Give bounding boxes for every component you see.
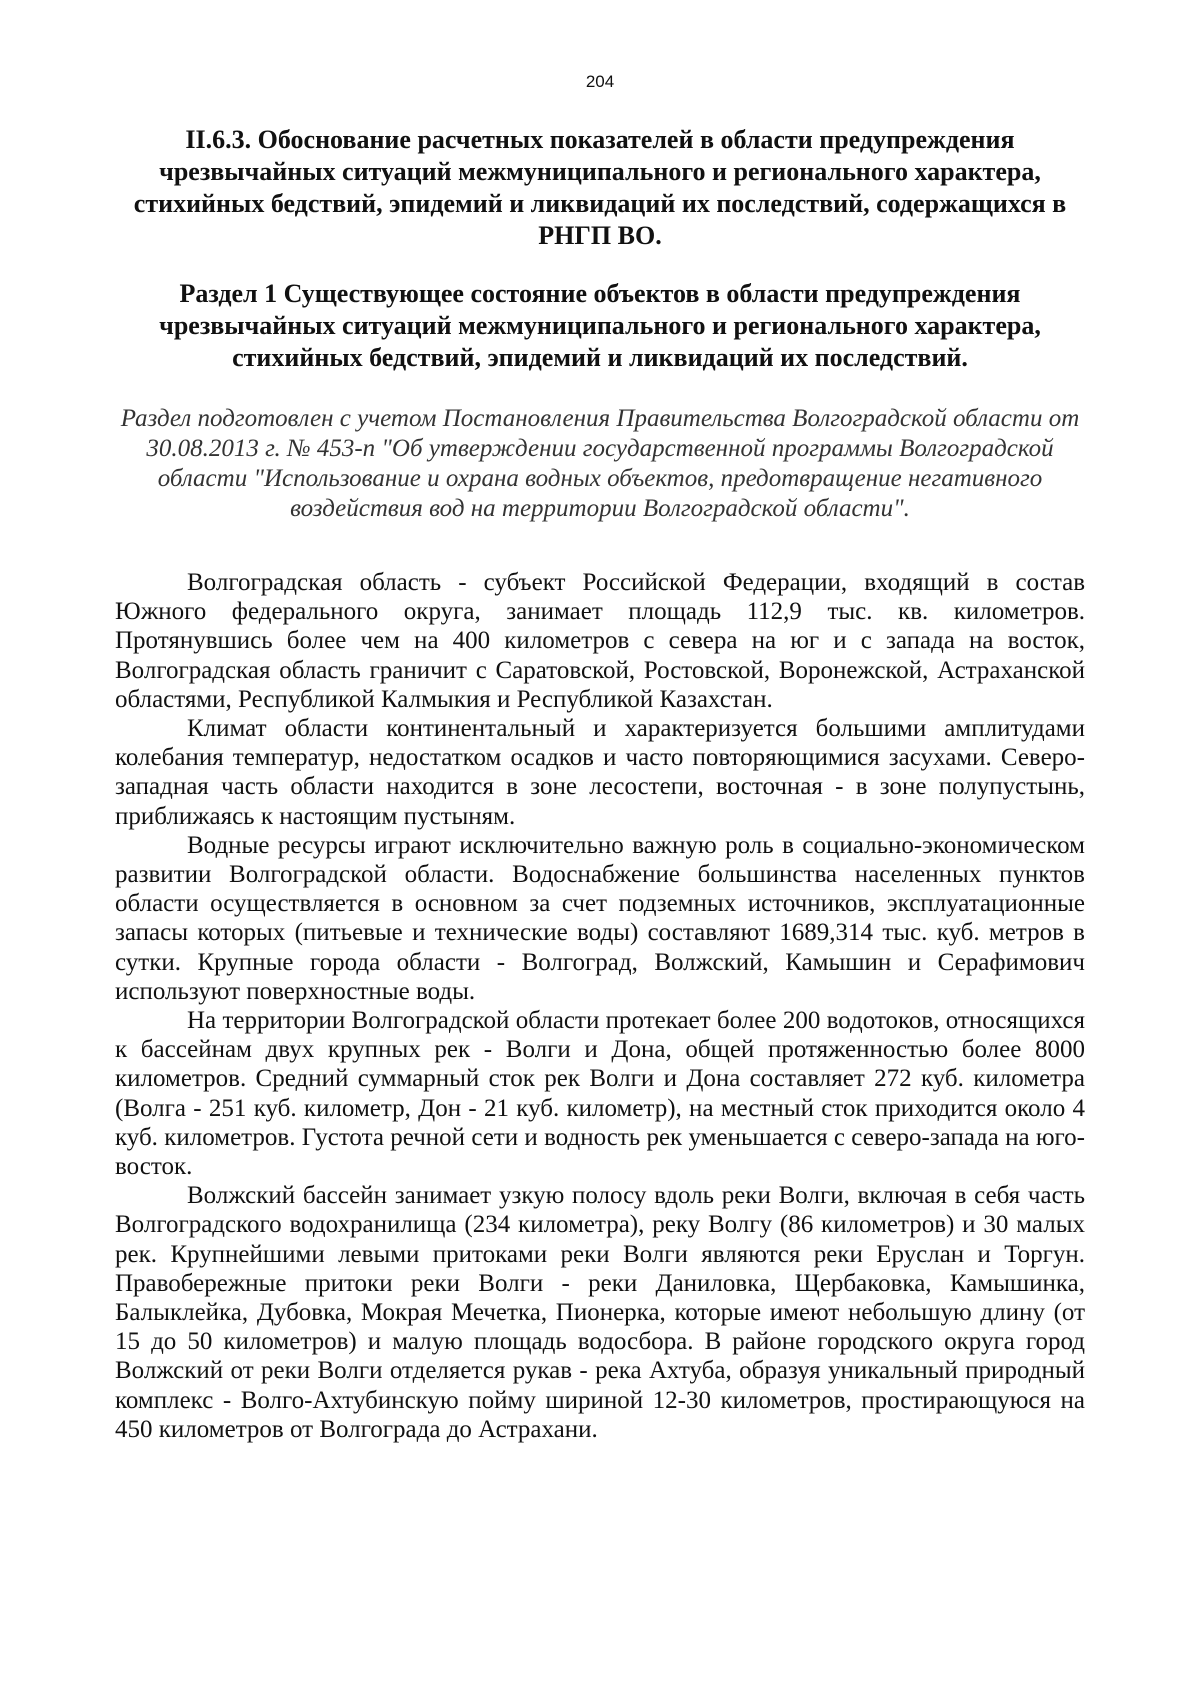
subsection-heading: Раздел 1 Существующее состояние объектов в области предупреждения чрезвычайных ситуаций межмуниципального и регионального характера, стихийных бедствий, эпидемий и ликвидаций их последствий. — [159, 279, 1041, 372]
section-heading: II.6.3. Обоснование расчетных показателей в области предупреждения чрезвычайных ситуаций межмуниципального и регионального характера, стихийных бедствий, эпидемий и ликвидаций их последствий, содержащихся в РНГП ВО. — [133, 125, 1067, 250]
page-number: 204 — [585, 72, 615, 91]
paragraph: Водные ресурсы играют исключительно важную роль в социально-экономическом развитии Волгоградской области. Водоснабжение большинства населенных пунктов области осуществляется в основном за счет подземных источников, эксплуатационные запасы которых (питьевые и технические воды) составляют 1689,314 тыс. куб. метров в сутки. Крупные города области - Волгоград, Волжский, Камышин и Серафимович используют поверхностные воды. — [115, 831, 1085, 1005]
paragraph: На территории Волгоградской области протекает более 200 водотоков, относящихся к бассейнам двух крупных рек - Волги и Дона, общей протяженностью более 8000 километров. Средний суммарный сток рек Волги и Дона составляет 272 куб. километра (Волга - 251 куб. километр, Дон - 21 куб. километр), на местный сток приходится около 4 куб. километров. Густота речной сети и водность рек уменьшается с северо-запада на юго-восток. — [115, 1007, 1085, 1181]
paragraph: Климат области континентальный и характеризуется большими амплитудами колебания температур, недостатком осадков и часто повторяющимися засухами. Северо-западная часть области находится в зоне лесостепи, восточная - в зоне полупустынь, приближаясь к настоящим пустыням. — [115, 715, 1085, 830]
source-note: Раздел подготовлен с учетом Постановления Правительства Волгоградской области от 30.08.2013 г. № 453-п "Об утверждении государственной программы Волгоградской области "Использование и охрана водных объектов, предотвращение негативного воздействия вод на территории Волгоградской области". — [120, 405, 1080, 522]
body-text — [115, 568, 1085, 1444]
paragraph: Волжский бассейн занимает узкую полосу вдоль реки Волги, включая в себя часть Волгоградского водохранилища (234 километра), реку Волгу (86 километров) и 30 малых рек. Крупнейшими левыми притоками реки Волги являются реки Еруслан и Торгун. Правобережные притоки реки Волги - реки Даниловка, Щербаковка, Камышинка, Балыклейка, Дубовка, Мокрая Мечетка, Пионерка, которые имеют небольшую длину (от 15 до 50 километров) и малую площадь водосбора. В районе городского округа город Волжский от реки Волги отделяется рукав - река Ахтуба, образуя уникальный природный комплекс - Волго-Ахтубинскую пойму шириной 12-30 километров, простирающуюся на 450 километров от Волгограда до Астрахани. — [115, 1182, 1085, 1443]
paragraph: Волгоградская область - субъект Российской Федерации, входящий в состав Южного федерального округа, занимает площадь 112,9 тыс. кв. километров. Протянувшись более чем на 400 километров с севера на юг и с запада на восток, Волгоградская область граничит с Саратовской, Ростовской, Воронежской, Астраханской областями, Республикой Калмыкия и Республикой Казахстан. — [115, 569, 1085, 713]
